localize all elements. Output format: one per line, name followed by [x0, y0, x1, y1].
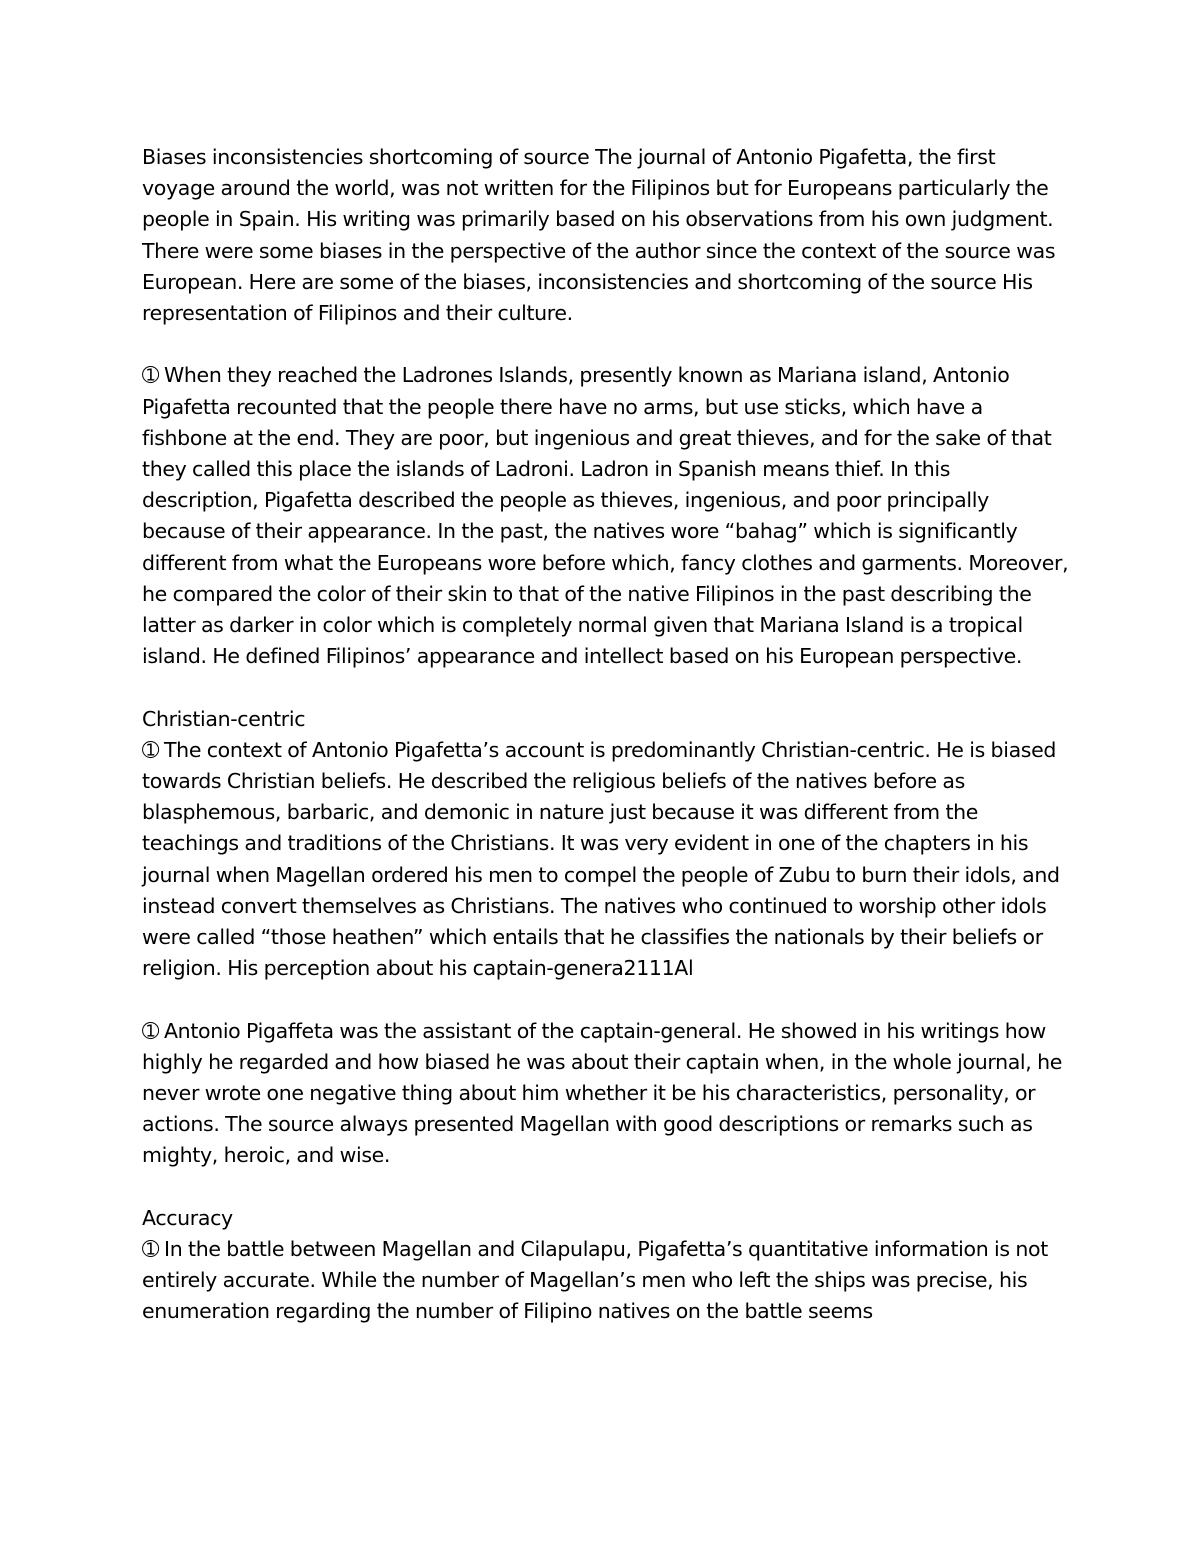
document-body [142, 142, 1072, 1328]
heading-accuracy: Accuracy [142, 1205, 233, 1230]
bullet-icon: ➀ [142, 737, 159, 762]
bullet-paragraph-assistant [142, 1016, 1072, 1172]
bullet-text-accuracy: In the battle between Magellan and Cilapulapu, Pigafetta’s quantitative information is not entirely accurate. While the number of Magellan’s men who left the ships was precise, his enumeration regarding the number of Filipino natives on the battle seems [142, 1237, 1048, 1324]
bullet-paragraph-accuracy [142, 1234, 1072, 1328]
paragraph-gap [142, 672, 1072, 703]
bullet-text-assistant: Antonio Pigaffeta was the assistant of the captain-general. He showed in his writings how highly he regarded and how biased he was about their captain when, in the whole journal, he never wrote one negative thing about him whether it be his characteristics, personality, or actions. The source always presented Magellan with good descriptions or remarks such as mighty, heroic, and wise. [142, 1018, 1063, 1168]
bullet-icon: ➀ [142, 1237, 159, 1262]
bullet-paragraph-christian [142, 735, 1072, 985]
paragraph-gap [142, 984, 1072, 1015]
bullet-paragraph-ladrones [142, 360, 1072, 672]
bullet-icon: ➀ [142, 363, 159, 388]
paragraph-gap [142, 1172, 1072, 1203]
bullet-text-ladrones: When they reached the Ladrones Islands, presently known as Mariana island, Antonio Pigafetta recounted that the people there have no arms, but use sticks, which have a fishbone at the end. They are poor, but ingenious and great thieves, and for the sake of that they called this place the islands of Ladroni. Ladron in Spanish means thief. In this description, Pigafetta described the people as thieves, ingenious, and poor principally because of their appearance. In the past, the natives wore “bahag” which is significantly different from what the Europeans wore before which, fancy clothes and garments. Moreover, he compared the color of their skin to that of the native Filipinos in the past describing the latter as darker in color which is completely normal given that Mariana Island is a tropical island. He defined Filipinos’ appearance and intellect based on his European perspective. [142, 363, 1069, 669]
paragraph-gap [142, 329, 1072, 360]
bullet-icon: ➀ [142, 1018, 159, 1043]
heading-christian-centric: Christian-centric [142, 706, 306, 731]
intro-paragraph: Biases inconsistencies shortcoming of source The journal of Antonio Pigafetta, the first voyage around the world, was not written for the Filipinos but for Europeans particularly the people in Spain. His writing was primarily based on his observations from his own judgment. There were some biases in the perspective of the author since the context of the source was European. Here are some of the biases, inconsistencies and shortcoming of the source His representation of Filipinos and their culture. [142, 145, 1056, 326]
bullet-text-christian: The context of Antonio Pigafetta’s account is predominantly Christian-centric. He is biased towards Christian beliefs. He described the religious beliefs of the natives before as blasphemous, barbaric, and demonic in nature just because it was different from the teachings and traditions of the Christians. It was very evident in one of the chapters in his journal when Magellan ordered his men to compel the people of Zubu to burn their idols, and instead convert themselves as Christians. The natives who continued to worship other idols were called “those heathen” which entails that he classifies the nationals by their beliefs or religion. His perception about his captain-genera2111Al [142, 737, 1060, 981]
